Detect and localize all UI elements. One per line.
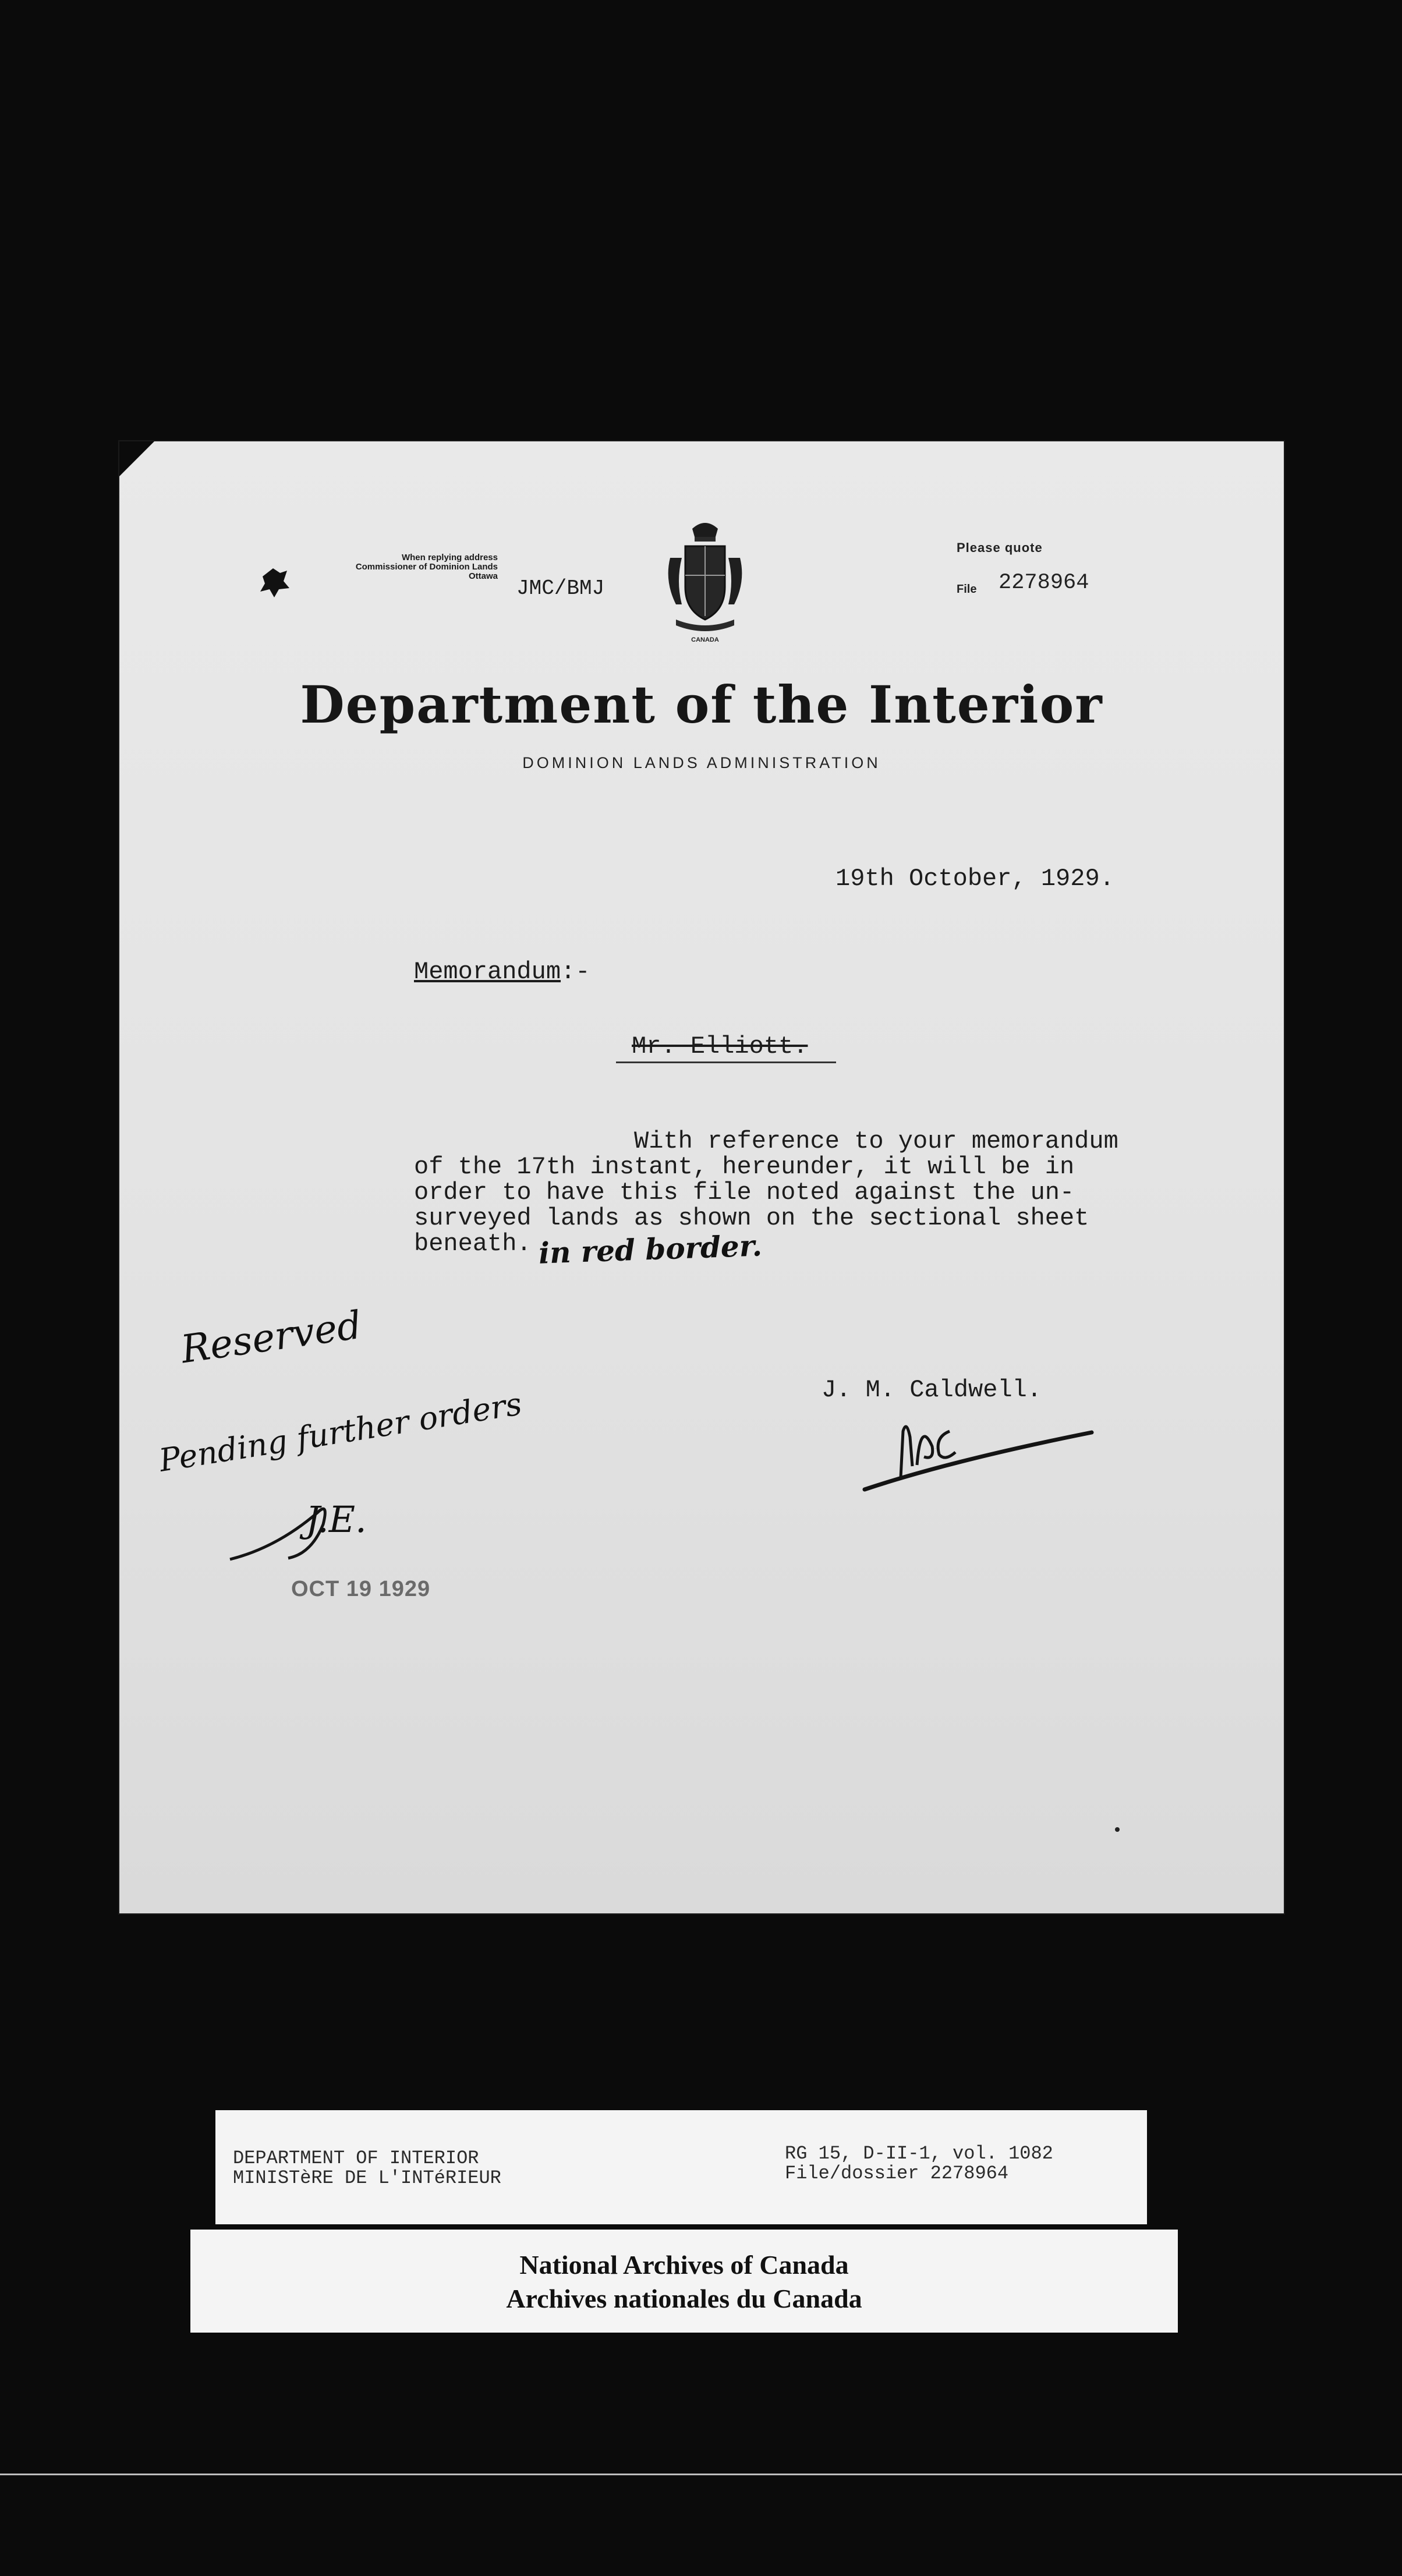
- handwritten-pending: Pending further orders: [156, 1385, 525, 1479]
- crest-label: CANADA: [691, 636, 719, 643]
- signature-mark: [847, 1396, 1103, 1495]
- catalog-left: [233, 2149, 501, 2188]
- archive-name-fr: Archives nationales du Canada: [506, 2284, 862, 2313]
- archive-name-en: National Archives of Canada: [519, 2250, 849, 2280]
- department-title: Department of the Interior: [300, 674, 1103, 735]
- bottom-rule: [0, 2474, 1402, 2475]
- file-label: File: [957, 583, 977, 596]
- catalog-left-line-1: DEPARTMENT OF INTERIOR: [233, 2147, 479, 2169]
- division-subtitle: DOMINION LANDS ADMINISTRATION: [522, 754, 881, 772]
- addressee-rule: [616, 1061, 836, 1063]
- coat-of-arms-icon: [658, 517, 752, 645]
- reply-line-1: When replying address: [401, 553, 498, 562]
- file-number: 2278964: [999, 571, 1089, 595]
- date-stamp: OCT 19 1929: [291, 1577, 431, 1601]
- catalog-right: [785, 2144, 1053, 2184]
- catalog-right-line-1: RG 15, D-II-1, vol. 1082: [785, 2143, 1053, 2164]
- memo-label: Memorandum: [414, 958, 561, 986]
- archive-card: [190, 2230, 1178, 2333]
- reply-line-3: Ottawa: [468, 571, 498, 581]
- letter-date: 19th October, 1929.: [835, 865, 1114, 893]
- handwritten-initials: J.E.: [306, 1498, 367, 1541]
- addressee: Mr. Elliott.: [632, 1032, 808, 1060]
- handwritten-insert: in red border.: [538, 1228, 763, 1271]
- memo-heading: [414, 958, 590, 986]
- torn-corner: [119, 441, 154, 476]
- catalog-right-line-2: File/dossier 2278964: [785, 2163, 1009, 2184]
- reply-line-2: Commissioner of Dominion Lands: [355, 562, 498, 572]
- reply-address-block: [306, 553, 498, 581]
- catalog-left-line-2: MINISTèRE DE L'INTéRIEUR: [233, 2167, 501, 2189]
- signatory-name: J. M. Caldwell.: [822, 1376, 1042, 1404]
- memo-suffix: :-: [561, 958, 590, 986]
- please-quote-label: Please quote: [957, 540, 1043, 555]
- reference-initials: JMC/BMJ: [516, 576, 605, 600]
- letter-body: With reference to your memorandum of the 17th instant, hereunder, it will be in order to have this file noted against the un- surveyed lands as shown on the sectional sheet beneath.: [414, 1127, 1118, 1258]
- ink-blot-icon: [257, 565, 292, 600]
- paper-speck: [1115, 1827, 1120, 1832]
- handwritten-reserved: Reserved: [178, 1302, 364, 1372]
- catalog-card: [215, 2110, 1147, 2224]
- letter-sheet: [119, 441, 1284, 1913]
